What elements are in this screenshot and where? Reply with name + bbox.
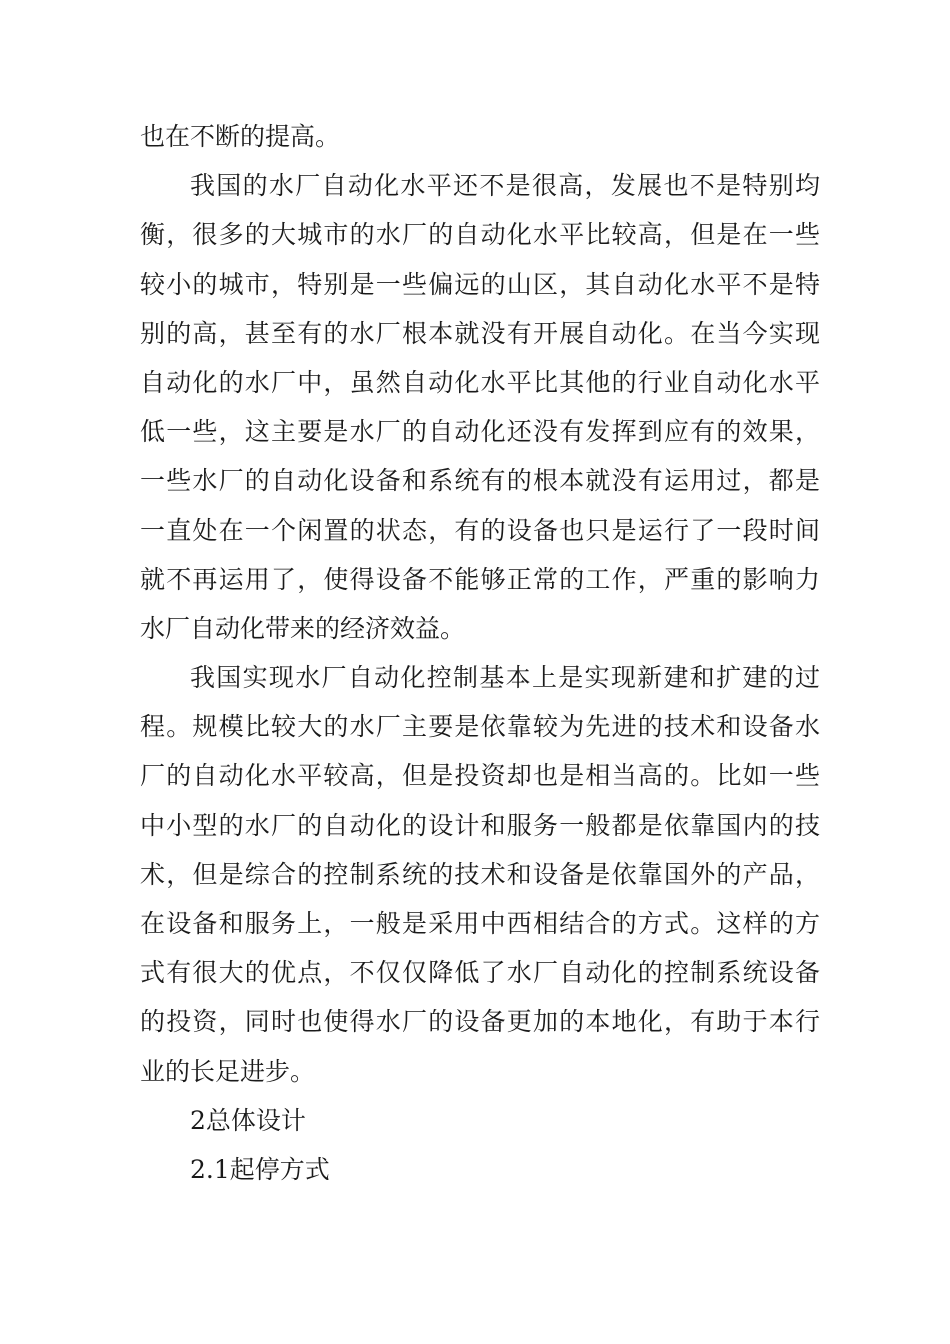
text-line: 我国的水厂自动化水平还不是很高，发展也不是特别均 xyxy=(190,171,820,201)
paragraph-continuation xyxy=(140,112,820,161)
text-line: 业的长足进步。 xyxy=(140,1056,316,1086)
text-line: 较小的城市，特别是一些偏远的山区，其自动化水平不是特 xyxy=(140,269,820,299)
section-heading-overall-design: 2总体设计 xyxy=(190,1105,306,1135)
text-line: 低一些，这主要是水厂的自动化还没有发挥到应有的效果， xyxy=(140,417,820,447)
text-line: 也在不断的提高。 xyxy=(140,122,341,151)
text-line: 厂的自动化水平较高，但是投资却也是相当高的。比如一些 xyxy=(140,761,820,791)
text-line: 自动化的水厂中，虽然自动化水平比其他的行业自动化水平 xyxy=(140,367,820,397)
text-line: 我国实现水厂自动化控制基本上是实现新建和扩建的过 xyxy=(190,663,820,693)
text-line: 术，但是综合的控制系统的技术和设备是依靠国外的产品， xyxy=(140,859,820,889)
text-line: 一些水厂的自动化设备和系统有的根本就没有运用过，都是 xyxy=(140,466,820,496)
text-line: 衡，很多的大城市的水厂的自动化水平比较高，但是在一些 xyxy=(140,220,820,250)
text-line: 一直处在一个闲置的状态，有的设备也只是运行了一段时间 xyxy=(140,515,820,545)
text-line: 的投资，同时也使得水厂的设备更加的本地化，有助于本行 xyxy=(140,1007,820,1037)
document-body xyxy=(140,112,820,1194)
text-line: 程。规模比较大的水厂主要是依靠较为先进的技术和设备水 xyxy=(140,712,820,742)
text-line: 中小型的水厂的自动化的设计和服务一般都是依靠国内的技 xyxy=(140,810,820,840)
text-line: 别的高，甚至有的水厂根本就没有开展自动化。在当今实现 xyxy=(140,318,820,348)
subsection-heading-start-stop-mode: 2.1起停方式 xyxy=(190,1154,330,1184)
text-line: 式有很大的优点，不仅仅降低了水厂自动化的控制系统设备 xyxy=(140,958,820,988)
text-line: 水厂自动化带来的经济效益。 xyxy=(140,613,466,643)
text-line: 就不再运用了，使得设备不能够正常的工作，严重的影响力 xyxy=(140,564,820,594)
text-line: 在设备和服务上，一般是采用中西相结合的方式。这样的方 xyxy=(140,909,820,938)
paragraph-water-plant-automation-level xyxy=(140,161,820,653)
paragraph-automation-control-construction xyxy=(140,653,820,1096)
